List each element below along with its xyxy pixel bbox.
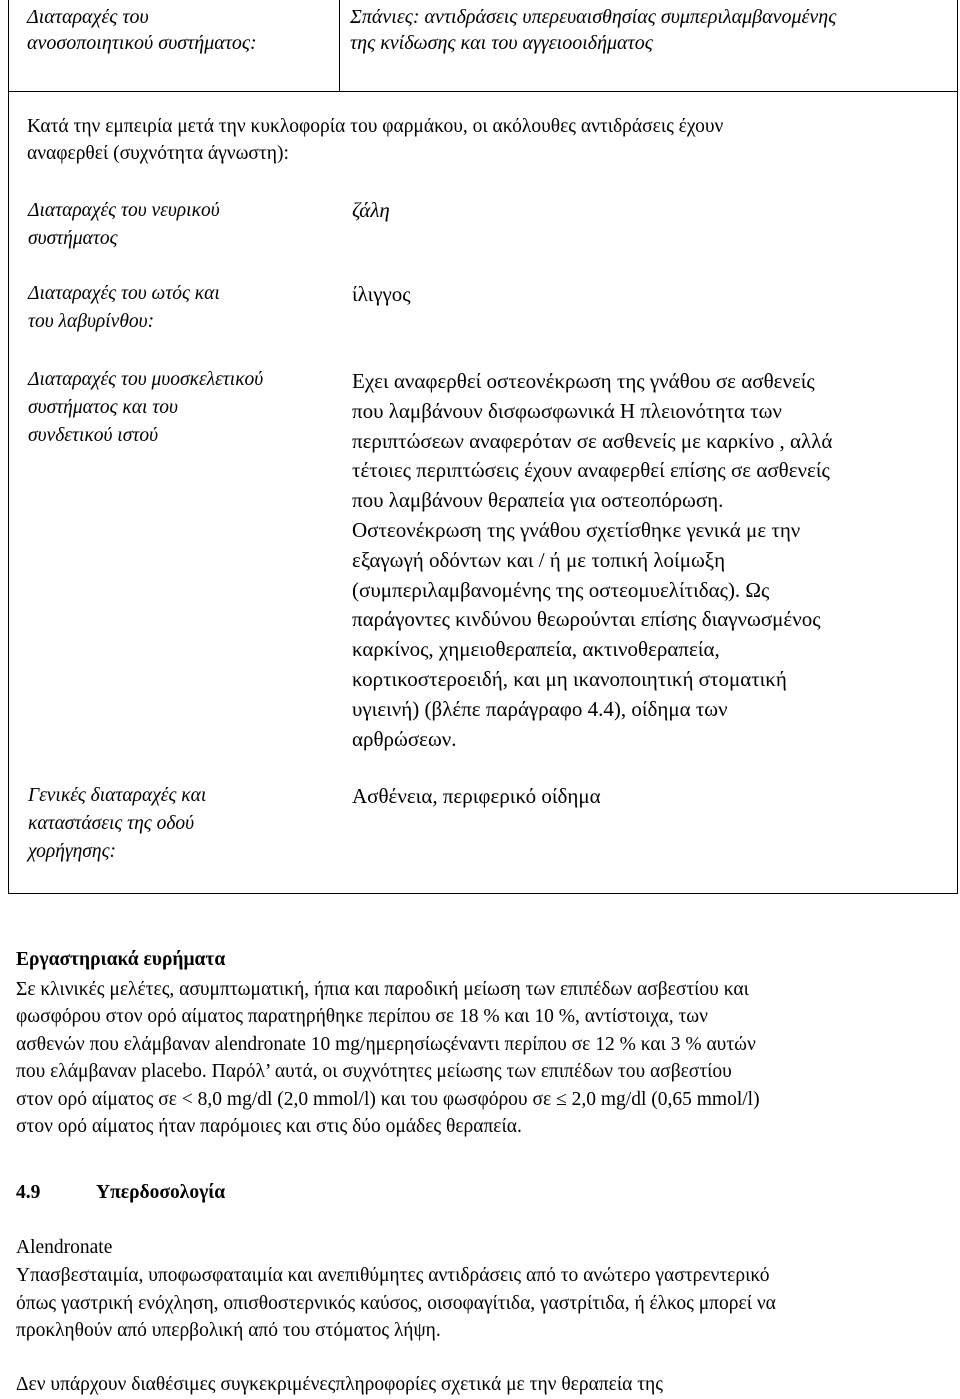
immune-system-label-cell	[9, 0, 340, 91]
general-disorders-reaction: Ασθένεια, περιφερικό οίδημα	[352, 784, 601, 808]
adverse-reactions-table	[8, 0, 958, 894]
laboratory-findings-text: Σε κλινικές μελέτες, ασυμπτωματική, ήπια και παροδική μείωση των επιπέδων ασβεστίου και φωσφόρου στον ορό αίματος παρατηρήθηκε περίπου σε 18 % και 10 %, αντίστοιχα, των ασθενών που ελάμβαναν alendronate 10 mg/ημερησίωςέναντι περίπου σε 12 % και 3 % αυτών που ελάμβαναν placebo. Παρόλ’ αυτά, οι συχνότητες μείωσης των επιπέδων του ασβεστίου στον ορό αίματος σε < 8,0 mg/dl (2,0 mmol/l) και του φωσφόρου σε ≤ 2,0 mg/dl (0,65 mmol/l) στον ορό αίματος ήταν παρόμοιες και στις δύο ομάδες θεραπεία.	[16, 979, 760, 1138]
section-title: Υπερδοσολογία	[96, 1182, 226, 1203]
post-marketing-intro: Κατά την εμπειρία μετά την κυκλοφορία του φαρμάκου, οι ακόλουθες αντιδράσεις έχουν αναφερθεί (συχνότητα άγνωστη):	[27, 116, 724, 164]
ear-labyrinth-reaction: ίλιγγος	[352, 282, 411, 306]
immune-system-organ-class: Διαταραχές του ανοσοποιητικού συστήματος:	[27, 6, 257, 54]
overdose-treatment-note: Δεν υπάρχουν διαθέσιμες συγκεκριμένεςπληροφορίες σχετικά με την θεραπεία της	[16, 1374, 663, 1395]
laboratory-findings-heading: Εργαστηριακά ευρήματα	[16, 949, 226, 970]
nervous-system-reaction: ζάλη	[352, 198, 390, 222]
section-number: 4.9	[16, 1182, 41, 1203]
substance-name: Alendronate	[16, 1237, 113, 1258]
musculoskeletal-reaction: Εχει αναφερθεί οστεονέκρωση της γνάθου σε ασθενείς που λαμβάνουν δισφωσφωνικά Η πλειονότητα των περιπτώσεων αναφερόταν σε ασθενείς με καρκίνο , αλλά τέτοιες περιπτώσεις έχουν αναφερθεί επίσης σε ασθενείς που λαμβάνουν θεραπεία για οστεοπόρωση. Οστεονέκρωση της γνάθου σχετίσθηκε γενικά με την εξαγωγή οδόντων και / ή με τοπική λοίμωξη (συμπεριλαμβανομένης της οστεομυελίτιδας). Ως παράγοντες κινδύνου θεωρούνται επίσης διαγνωσμένος καρκίνος, χημειοθεραπεία, ακτινοθεραπεία, κορτικοστεροειδή, και μη ικανοποιητική στοματική υγιεινή) (βλέπε παράγραφο 4.4), οίδημα των αρθρώσεων.	[352, 369, 833, 751]
ear-labyrinth-organ-class: Διαταραχές του ωτός και του λαβυρίνθου:	[28, 283, 220, 332]
overdose-text: Υπασβεσταιμία, υποφωσφαταιμία και ανεπιθύμητες αντιδράσεις από το ανώτερο γαστρεντερικό όπως γαστρική ενόχληση, οπισθοστερνικός καύσος, οισοφαγίτιδα, γαστρίτιδα, ή έλκος μπορεί να προκληθούν από υπερβολική από του στόματος λήψη.	[16, 1265, 776, 1341]
musculoskeletal-organ-class: Διαταραχές του μυοσκελετικού συστήματος και του συνδετικού ιστού	[28, 369, 264, 446]
immune-system-reaction: Σπάνιες: αντιδράσεις υπερευαισθησίας συμπεριλαμβανομένης της κνίδωσης και του αγγειοοιδήματος	[350, 6, 837, 54]
general-disorders-organ-class: Γενικές διαταραχές και καταστάσεις της οδού χορήγησης:	[28, 785, 207, 862]
immune-system-row	[9, 0, 957, 92]
nervous-system-organ-class: Διαταραχές του νευρικού συστήματος	[28, 200, 220, 249]
